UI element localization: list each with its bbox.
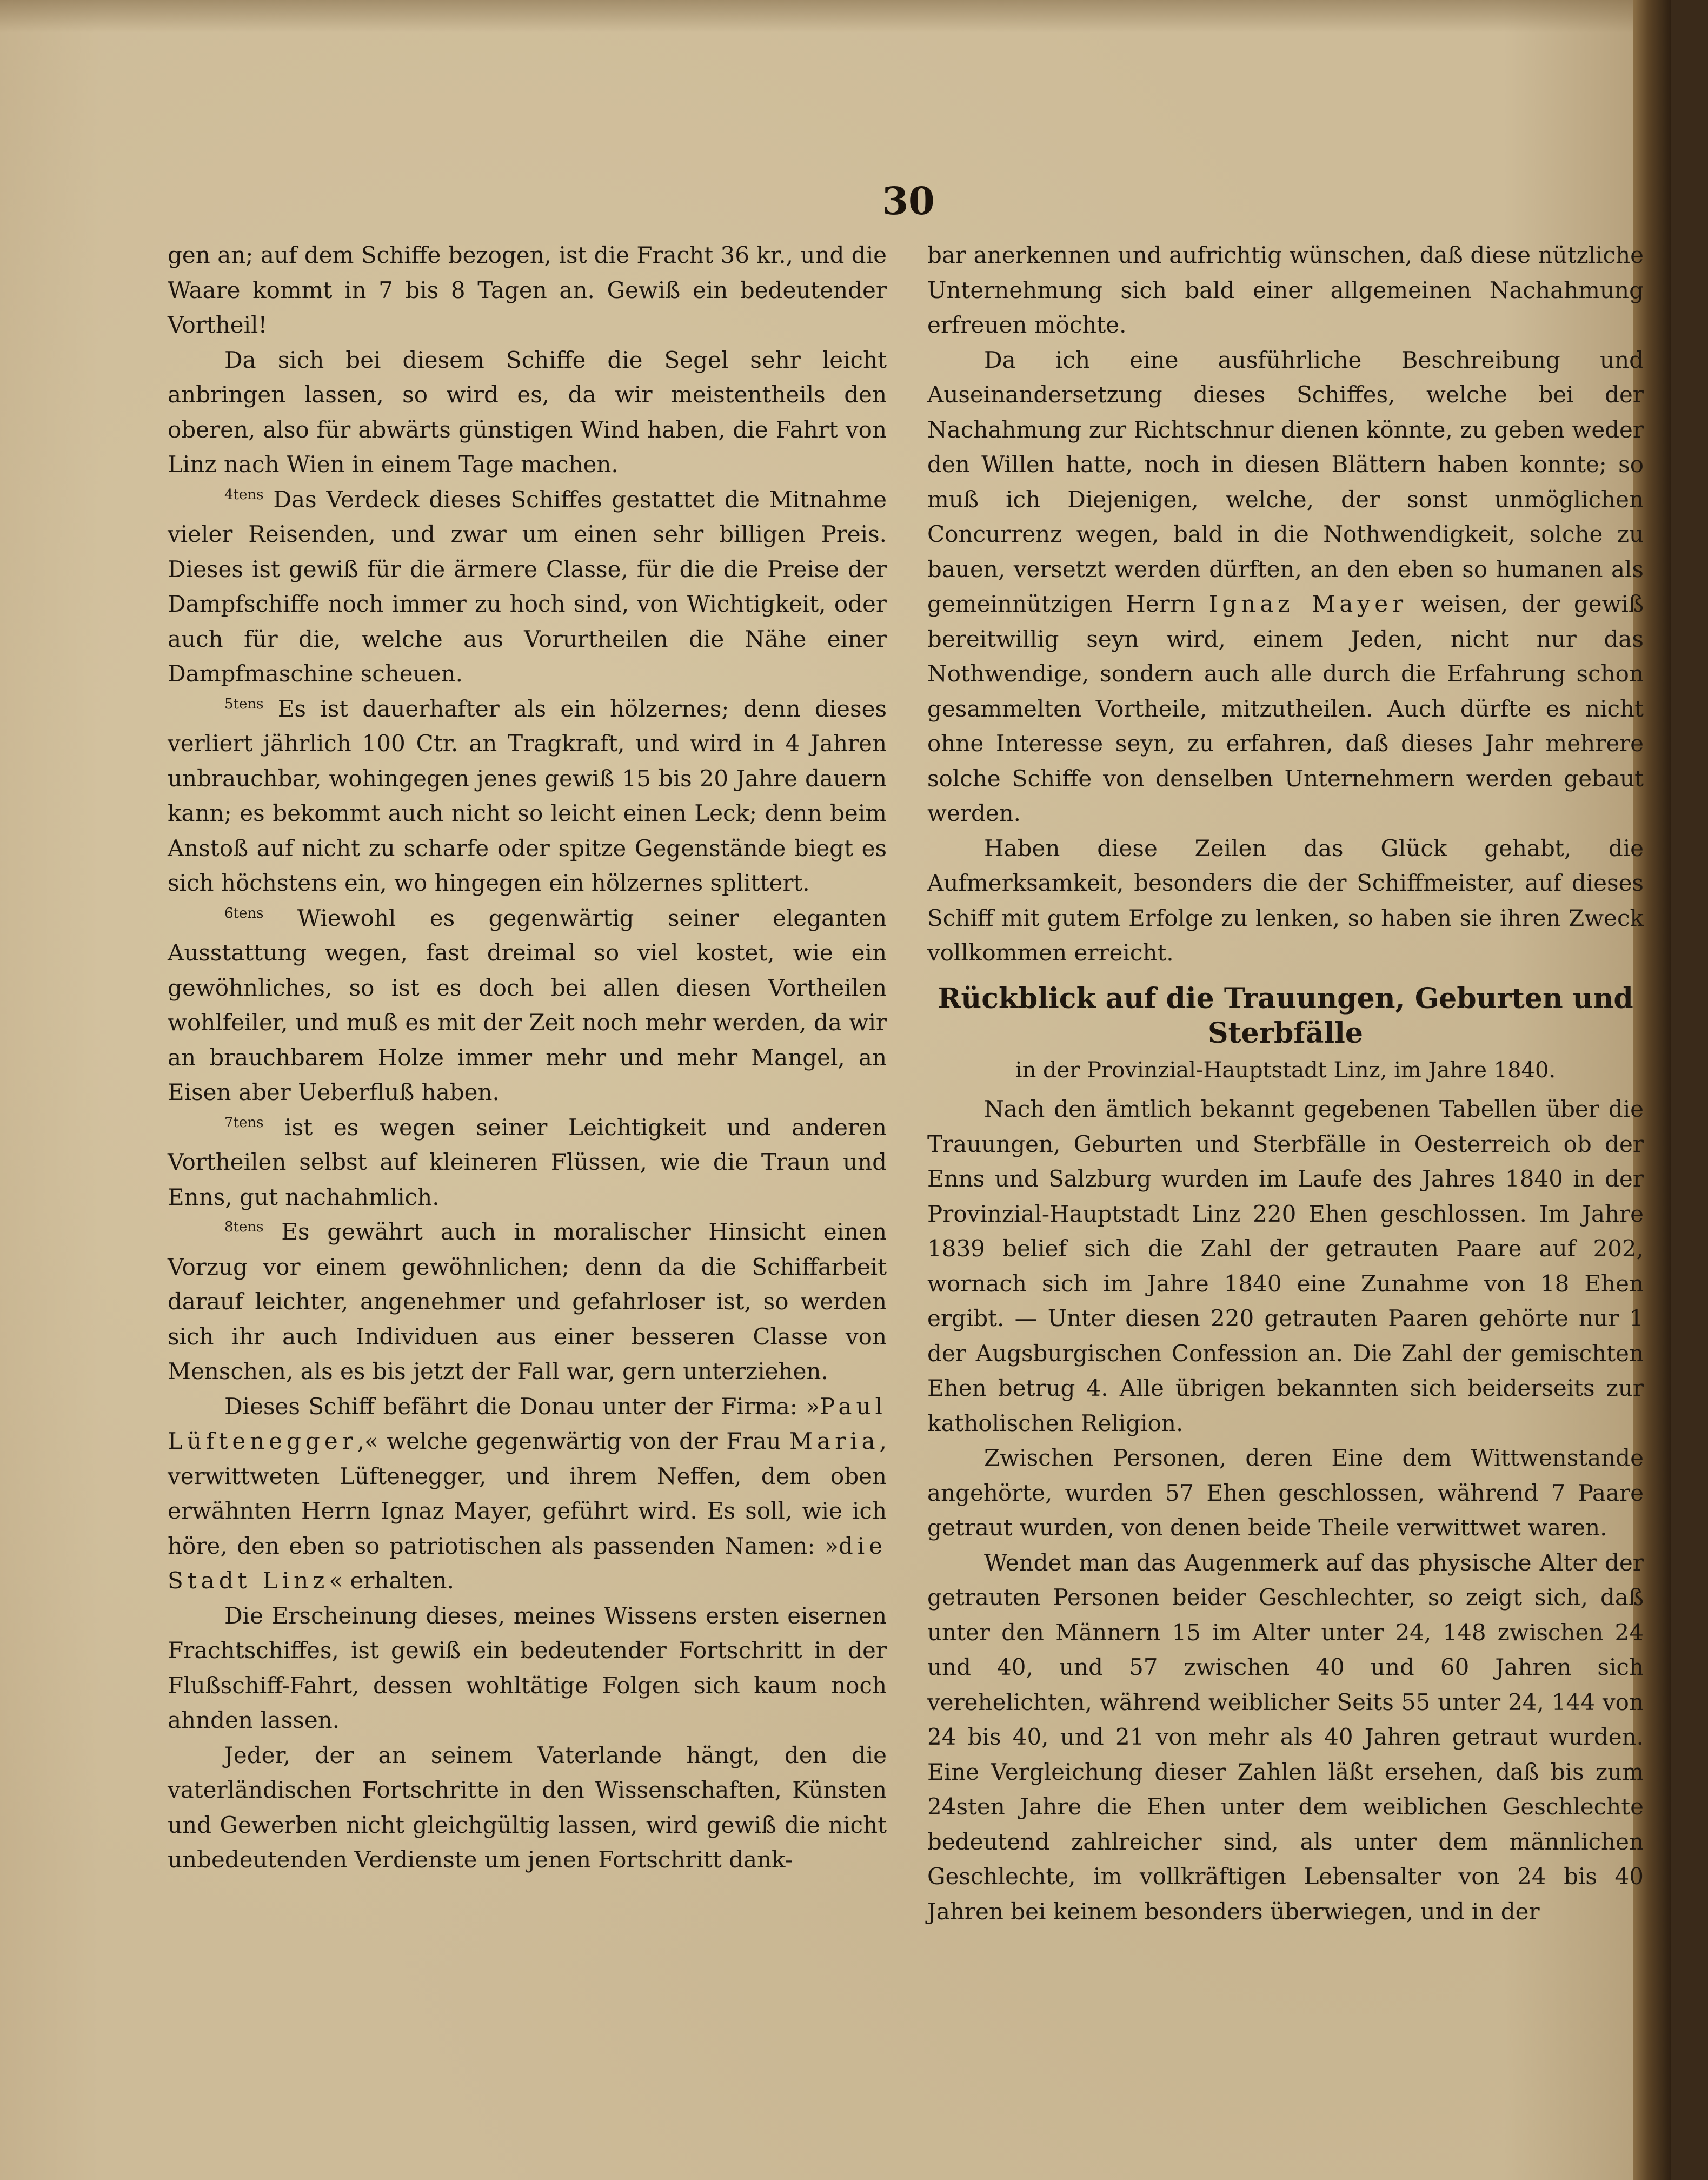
left-column: [168, 238, 887, 1878]
article-heading: Rückblick auf die Trauungen, Geburten und Sterbfälle: [938, 982, 1633, 1050]
paragraph-text: weisen, der gewiß bereitwillig seyn wird, einem Jeden, nicht nur das Nothwendige, sondern auch alle durch die Erfahrung schon gesammelten Vortheile, mitzutheilen. Auch dürfte es nicht ohne Interesse seyn, zu erfahren, daß dieses Jahr mehrere solche Schiffe von denselben Unternehmern werden gebaut werden.: [927, 591, 1644, 826]
paragraph-text: ,« welche gegenwärtig von der Frau: [357, 1428, 790, 1454]
paragraph: [168, 482, 887, 692]
paragraph: Jeder, der an seinem Vaterlande hängt, den die vaterländischen Fortschritte in den Wissenschaften, Künsten und Gewerben nicht gleichgültig lassen, wird gewiß die nicht unbedeutenden Verdienste um jenen Fortschritt dank-: [168, 1741, 887, 1873]
paragraph: [168, 1389, 887, 1599]
paragraph: gen an; auf dem Schiffe bezogen, ist die Fracht 36 kr., und die Waare kommt in 7 bis 8 Tagen an. Gewiß ein bedeutender Vortheil!: [168, 242, 887, 338]
paragraph: Wendet man das Augenmerk auf das physische Alter der getrauten Personen beider Geschlechter, so zeigt sich, daß unter den Männern 15 im Alter unter 24, 148 zwischen 24 und 40, und 57 zwischen 40 und 60 Jahren sich verehelichten, während weiblicher Seits 55 unter 24, 144 von 24 bis 40, und 21 von mehr als 40 Jahren getraut wurden. Eine Vergleichung dieser Zahlen läßt ersehen, daß bis zum 24sten Jahre die Ehen unter dem weiblichen Geschlechte bedeutend zahlreicher sind, als unter dem männlichen Geschlechte, im vollkräftigen Lebensalter von 24 bis 40 Jahren bei keinem besonders überwiegen, und in der: [927, 1549, 1644, 1925]
paragraph: bar anerkennen und aufrichtig wünschen, daß diese nützliche Unternehmung sich bald einer allgemeinen Nachahmung erfreuen möchte.: [927, 242, 1644, 338]
ordinal-label: 4tens: [224, 486, 264, 503]
paragraph-text: Dieses Schiff befährt die Donau unter der Firma: »: [224, 1393, 820, 1420]
paragraph: Haben diese Zeilen das Glück gehabt, die Aufmerksamkeit, besonders die der Schiffmeister, auf dieses Schiff mit gutem Erfolge zu lenken, so haben sie ihren Zweck vollkommen erreicht.: [927, 834, 1644, 966]
paragraph: Die Erscheinung dieses, meines Wissens ersten eisernen Frachtschiffes, ist gewiß ein bedeutender Fortschritt in der Flußschiff-Fahrt, dessen wohltätige Folgen sich kaum noch ahnden lassen.: [168, 1602, 887, 1733]
paragraph-text: « erhalten.: [329, 1567, 454, 1594]
ordinal-label: 8tens: [224, 1219, 264, 1235]
person-name: Ignaz Mayer: [1208, 591, 1408, 617]
paragraph-text: Es ist dauerhafter als ein hölzernes; denn dieses verliert jährlich 100 Ctr. an Tragkraft, und wird in 4 Jahren unbrauchbar, wohingegen jenes gewiß 15 bis 20 Jahre dauern kann; es bekommt auch nicht so leicht einen Leck; denn beim Anstoß auf nicht zu scharfe oder spitze Gegenstände biegt es sich höchstens ein, wo hingegen ein hölzernes splittert.: [168, 695, 887, 896]
paragraph-text: Da ich eine ausführliche Beschreibung und Auseinandersetzung dieses Schiffes, welche bei der Nachahmung zur Richtschnur dienen könnte, zu geben weder den Willen hatte, noch in diesen Blättern haben konnte; so muß ich Diejenigen, welche, der sonst unmöglichen Concurrenz wegen, bald in die Nothwendigkeit, solche zu bauen, versetzt werden dürften, an den eben so humanen als gemeinnützigen Herrn: [927, 346, 1644, 617]
paragraph: [168, 1110, 887, 1215]
paragraph-text: , verwittweten Lüftenegger, und ihrem Neffen, dem oben erwähnten Herrn Ignaz Mayer, geführt wird. Es soll, wie ich höre, den eben so patriotischen als passenden Namen: »: [168, 1428, 887, 1559]
paragraph: [168, 1215, 887, 1389]
paragraph: [168, 901, 887, 1110]
person-name: Maria: [789, 1428, 880, 1454]
ordinal-label: 5tens: [224, 695, 264, 712]
paragraph-text: Wiewohl es gegenwärtig seiner eleganten Ausstattung wegen, fast dreimal so viel kostet, wie ein gewöhnliches, so ist es doch bei allen diesen Vortheilen wohlfeiler, und muß es mit der Zeit noch mehr werden, da wir an brauchbarem Holze immer mehr und mehr Mangel, an Eisen aber Ueberfluß haben.: [168, 904, 887, 1105]
right-column: [927, 238, 1644, 1929]
paragraph: [927, 343, 1644, 831]
article-subheading: in der Provinzial-Hauptstadt Linz, im Jahre 1840.: [1015, 1057, 1556, 1083]
page-number: 30: [882, 178, 935, 223]
paragraph-text: ist es wegen seiner Leichtigkeit und anderen Vortheilen selbst auf kleineren Flüssen, wie die Traun und Enns, gut nachahmlich.: [168, 1114, 887, 1210]
paragraph: Zwischen Personen, deren Eine dem Wittwenstande angehörte, wurden 57 Ehen geschlossen, während 7 Paare getraut wurden, von denen beide Theile verwittwet waren.: [927, 1445, 1644, 1541]
paragraph: [168, 692, 887, 901]
firm-name: Paul Lüftenegger: [168, 1393, 887, 1454]
ordinal-label: 6tens: [224, 905, 264, 922]
paragraph-text: Es gewährt auch in moralischer Hinsicht einen Vorzug vor einem gewöhnlichen; denn da die Schiffarbeit darauf leichter, angenehmer und gefahrloser ist, so werden sich ihr auch Individuen aus einer besseren Classe von Menschen, als es bis jetzt der Fall war, gern unterziehen.: [168, 1218, 887, 1384]
ordinal-label: 7tens: [224, 1114, 264, 1131]
paragraph: Da sich bei diesem Schiffe die Segel sehr leicht anbringen lassen, so wird es, da wir meistentheils den oberen, also für abwärts günstigen Wind haben, die Fahrt von Linz nach Wien in einem Tage machen.: [168, 346, 887, 478]
paragraph: Nach den ämtlich bekannt gegebenen Tabellen über die Trauungen, Geburten und Sterbfälle in Oesterreich ob der Enns und Salzburg wurden im Laufe des Jahres 1840 in der Provinzial-Hauptstadt Linz 220 Ehen geschlossen. Im Jahre 1839 belief sich die Zahl der getrauten Paare auf 202, wornach sich im Jahre 1840 eine Zunahme von 18 Ehen ergibt. — Unter diesen 220 getrauten Paaren gehörte nur 1 der Augsburgischen Confession an. Die Zahl der gemischten Ehen betrug 4. Alle übrigen bekannten sich beiderseits zur katholischen Religion.: [927, 1096, 1644, 1436]
paragraph-text: Das Verdeck dieses Schiffes gestattet die Mitnahme vieler Reisenden, und zwar um einen sehr billigen Preis. Dieses ist gewiß für die ärmere Classe, für die die Preise der Dampfschiffe noch immer zu hoch sind, von Wichtigkeit, oder auch für die, welche aus Vorurtheilen die Nähe einer Dampfmaschine scheuen.: [168, 486, 887, 687]
ship-name: die Stadt Linz: [168, 1532, 887, 1594]
page-top-shadow: [0, 0, 1671, 32]
